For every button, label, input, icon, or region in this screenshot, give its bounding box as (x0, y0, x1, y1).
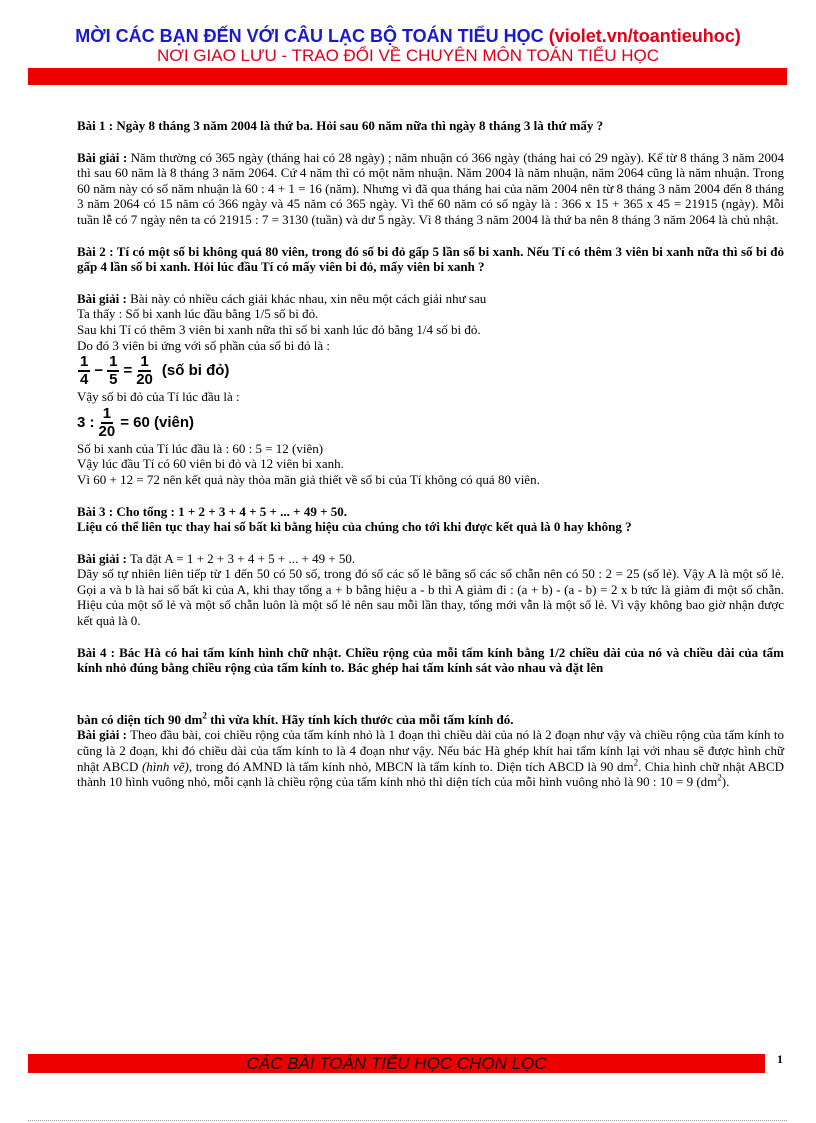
fraction-denominator: 20 (98, 422, 116, 440)
equals-sign: = (123, 362, 133, 380)
bai1-question: Bài 1 : Ngày 8 tháng 3 năm 2004 là thứ ba. Hỏi sau 60 năm nữa thì ngày 8 tháng 3 là thứ mấy ? (77, 118, 604, 133)
bai2-line4: Do đó 3 viên bi ứng với số phần của số bi đỏ là : (77, 337, 330, 353)
bai4-question-2 (77, 712, 784, 728)
header-title-blue: MỜI CÁC BẠN ĐẾN VỚI CÂU LẠC BỘ TOÁN TIỂU HỌC (75, 26, 549, 46)
page-body (77, 118, 784, 790)
bai4-text: Theo đầu bài, coi chiều rộng của tấm kính nhỏ là 1 đoạn thì chiều dài của nó là 2 đoạn như vậy và chiều rộng của tấm kính to cũng là 2 đoạn, khi đó chiều dài của tấm kính to là 4 đoạn như vậy. Nếu bác Hà ghép khít hai tấm kính lại với nhau sẽ được hình chữ nhật ABCD (77, 727, 784, 774)
bai3-line2: Dãy số tự nhiên liên tiếp từ 1 đến 50 có 50 số, trong đó số các số lẻ bằng số các số chẵn nên có 50 : 2 = 25 (số lẻ). Vậy A là một số lẻ. Gọi a và b là hai số bất kì của A, khi thay tổng a + b bằng hiệu a - b thì A giảm đi : (a + b) - (a - b) = 2 x b tức là giảm đi một số chẵn. Hiệu của một số lẻ và một số chẵn luôn là một số lẻ nên sau mỗi lần thay, tổng mới vẫn là một số lẻ. Vì vậy không bao giờ nhận được kết quả là 0. (77, 566, 784, 629)
fraction-numerator: 1 (109, 353, 118, 371)
bai4-text: , trong đó AMND là tấm kính nhỏ, MBCN là tấm kính to. Diện tích ABCD là 90 dm (188, 758, 634, 774)
bai4-text: . Chia hình chữ nhật ABCD thành 10 hình vuông nhỏ, mỗi cạnh là chiều rộng của tấm kính nhỏ thì diện tích của mỗi hình vuông nhỏ là 90 : 10 = 9 (dm (77, 758, 785, 790)
equation-term: 3 : (77, 413, 95, 431)
bai2-line3: Sau khi Tí có thêm 3 viên bi xanh nữa thì số bi xanh lúc đó bằng 1/4 số bi đỏ. (77, 321, 481, 337)
bai2-intro: Bài này có nhiều cách giải khác nhau, xin nêu một cách giải như sau (126, 290, 487, 306)
fraction-1-5 (107, 354, 119, 388)
fraction-numerator: 1 (80, 353, 89, 371)
header-subtitle: NƠI GIAO LƯU - TRAO ĐỔI VỀ CHUYÊN MÔN TOÁN TIỂU HỌC (156, 46, 659, 65)
bai2-equation-2 (77, 405, 784, 441)
superscript: 2 (717, 772, 722, 783)
header-title (0, 26, 816, 47)
bai2-equation-1 (77, 353, 784, 389)
bai1-text: Năm thường có 365 ngày (tháng hai có 28 ngày) ; năm nhuận có 366 ngày (tháng hai có 29 ngày). Kể từ 8 tháng 3 năm 2004 thì sau 60 năm là 8 tháng 3 năm 2064. Cứ 4 năm thì có một năm nhuận. Năm 2004 là năm nhuận, năm 2064 cũng là năm nhuận. Trong 60 năm này có số năm nhuận là 60 : 4 + 1 = 16 (năm). Nhưng vì đã qua tháng hai của năm 2004 nên từ 8 tháng 3 năm 2004 đến 8 tháng 3 năm 2064 có 15 năm có 366 ngày và 45 năm có 365 ngày. Vì thế 60 năm có số ngày là : 366 x 15 + 365 x 45 = 21915 (ngày). Mỗi tuần lễ có 7 ngày nên ta có 21915 : 7 = 3130 (tuần) và dư 5 ngày. Vì 8 tháng 3 năm 2004 là thứ ba nên 8 tháng 3 năm 2064 là chủ nhật. (77, 149, 784, 227)
bai2-line6: Số bi xanh của Tí lúc đầu là : 60 : 5 = 12 (viên) (77, 440, 324, 456)
page-number: 1 (777, 1052, 783, 1066)
fraction-numerator: 1 (140, 353, 149, 371)
header-bar (28, 68, 787, 85)
equation-result: = 60 (viên) (120, 413, 194, 431)
bai2-line2: Ta thấy : Số bi xanh lúc đầu bằng 1/5 số bi đỏ. (77, 306, 319, 322)
fraction-numerator: 1 (102, 404, 112, 422)
bai2-question: Bài 2 : Tí có một số bi không quá 80 viên, trong đó số bi đỏ gấp 5 lần số bi xanh. Nếu Tí có thêm 3 viên bi xanh nữa thì số bi đỏ gấp 4 lần số bi xanh. Hỏi lúc đầu Tí có mấy viên bi đỏ, mấy viên bi xanh ? (77, 243, 784, 275)
fraction-denominator: 20 (136, 371, 153, 389)
bai4-question-text: bàn có diện tích 90 dm (77, 711, 203, 727)
bai4-label: Bài giải : (77, 727, 127, 743)
bai4-solution (77, 727, 784, 789)
superscript: 2 (202, 710, 207, 721)
bai1-label: Bài giải : (77, 149, 128, 165)
header-link[interactable]: (violet.vn/toantieuhoc) (548, 26, 741, 46)
bai4-question-text: thì vừa khít. Hãy tính kích thước của mỗi tấm kính đó. (206, 711, 514, 727)
bai3-intro: Ta đặt A = 1 + 2 + 3 + 4 + 5 + ... + 49 + 50. (126, 550, 356, 566)
bai1-solution (77, 150, 784, 228)
minus-sign: − (94, 362, 104, 380)
page-divider (28, 1120, 787, 1121)
bai3-question-2: Liệu có thể liên tục thay hai số bất kì bằng hiệu của chúng cho tới khi được kết quả là 0 hay không ? (77, 519, 632, 535)
bai3-label: Bài giải : (77, 550, 127, 566)
bai4-figure-ref: (hình vẽ) (141, 758, 189, 774)
bai2-line7: Vậy lúc đầu Tí có 60 viên bi đỏ và 12 viên bi xanh. (77, 456, 344, 472)
fraction-1-20 (136, 354, 153, 388)
equation-note: (số bi đỏ) (161, 362, 230, 380)
bai2-line1 (77, 291, 784, 307)
fraction-1-4 (78, 354, 90, 388)
bai3-question-1: Bài 3 : Cho tổng : 1 + 2 + 3 + 4 + 5 + ... + 49 + 50. (77, 503, 347, 519)
superscript: 2 (633, 757, 639, 768)
footer-title: CÁC BÀI TOÁN TIỂU HỌC CHỌN LỌC (246, 1054, 547, 1073)
bai4-question-1: Bài 4 : Bác Hà có hai tấm kính hình chữ nhật. Chiều rộng của mỗi tấm kính bằng 1/2 chiều dài của nó và chiều dài của tấm kính nhỏ đúng bằng chiều rộng của tấm kính to. Bác ghép hai tấm kính sát vào nhau và đặt lên (77, 644, 784, 676)
bai2-label: Bài giải : (77, 290, 127, 306)
bai2-line5: Vậy số bi đỏ của Tí lúc đầu là : (77, 389, 240, 405)
fraction-1-20 (99, 406, 116, 440)
bai2-line8: Vì 60 + 12 = 72 nên kết quả này thỏa mãn giả thiết về số bi của Tí không có quá 80 viên. (77, 471, 540, 487)
bai3-line1 (77, 551, 784, 567)
bai4-text: ). (721, 774, 730, 790)
fraction-denominator: 4 (80, 371, 89, 389)
fraction-denominator: 5 (109, 371, 118, 389)
